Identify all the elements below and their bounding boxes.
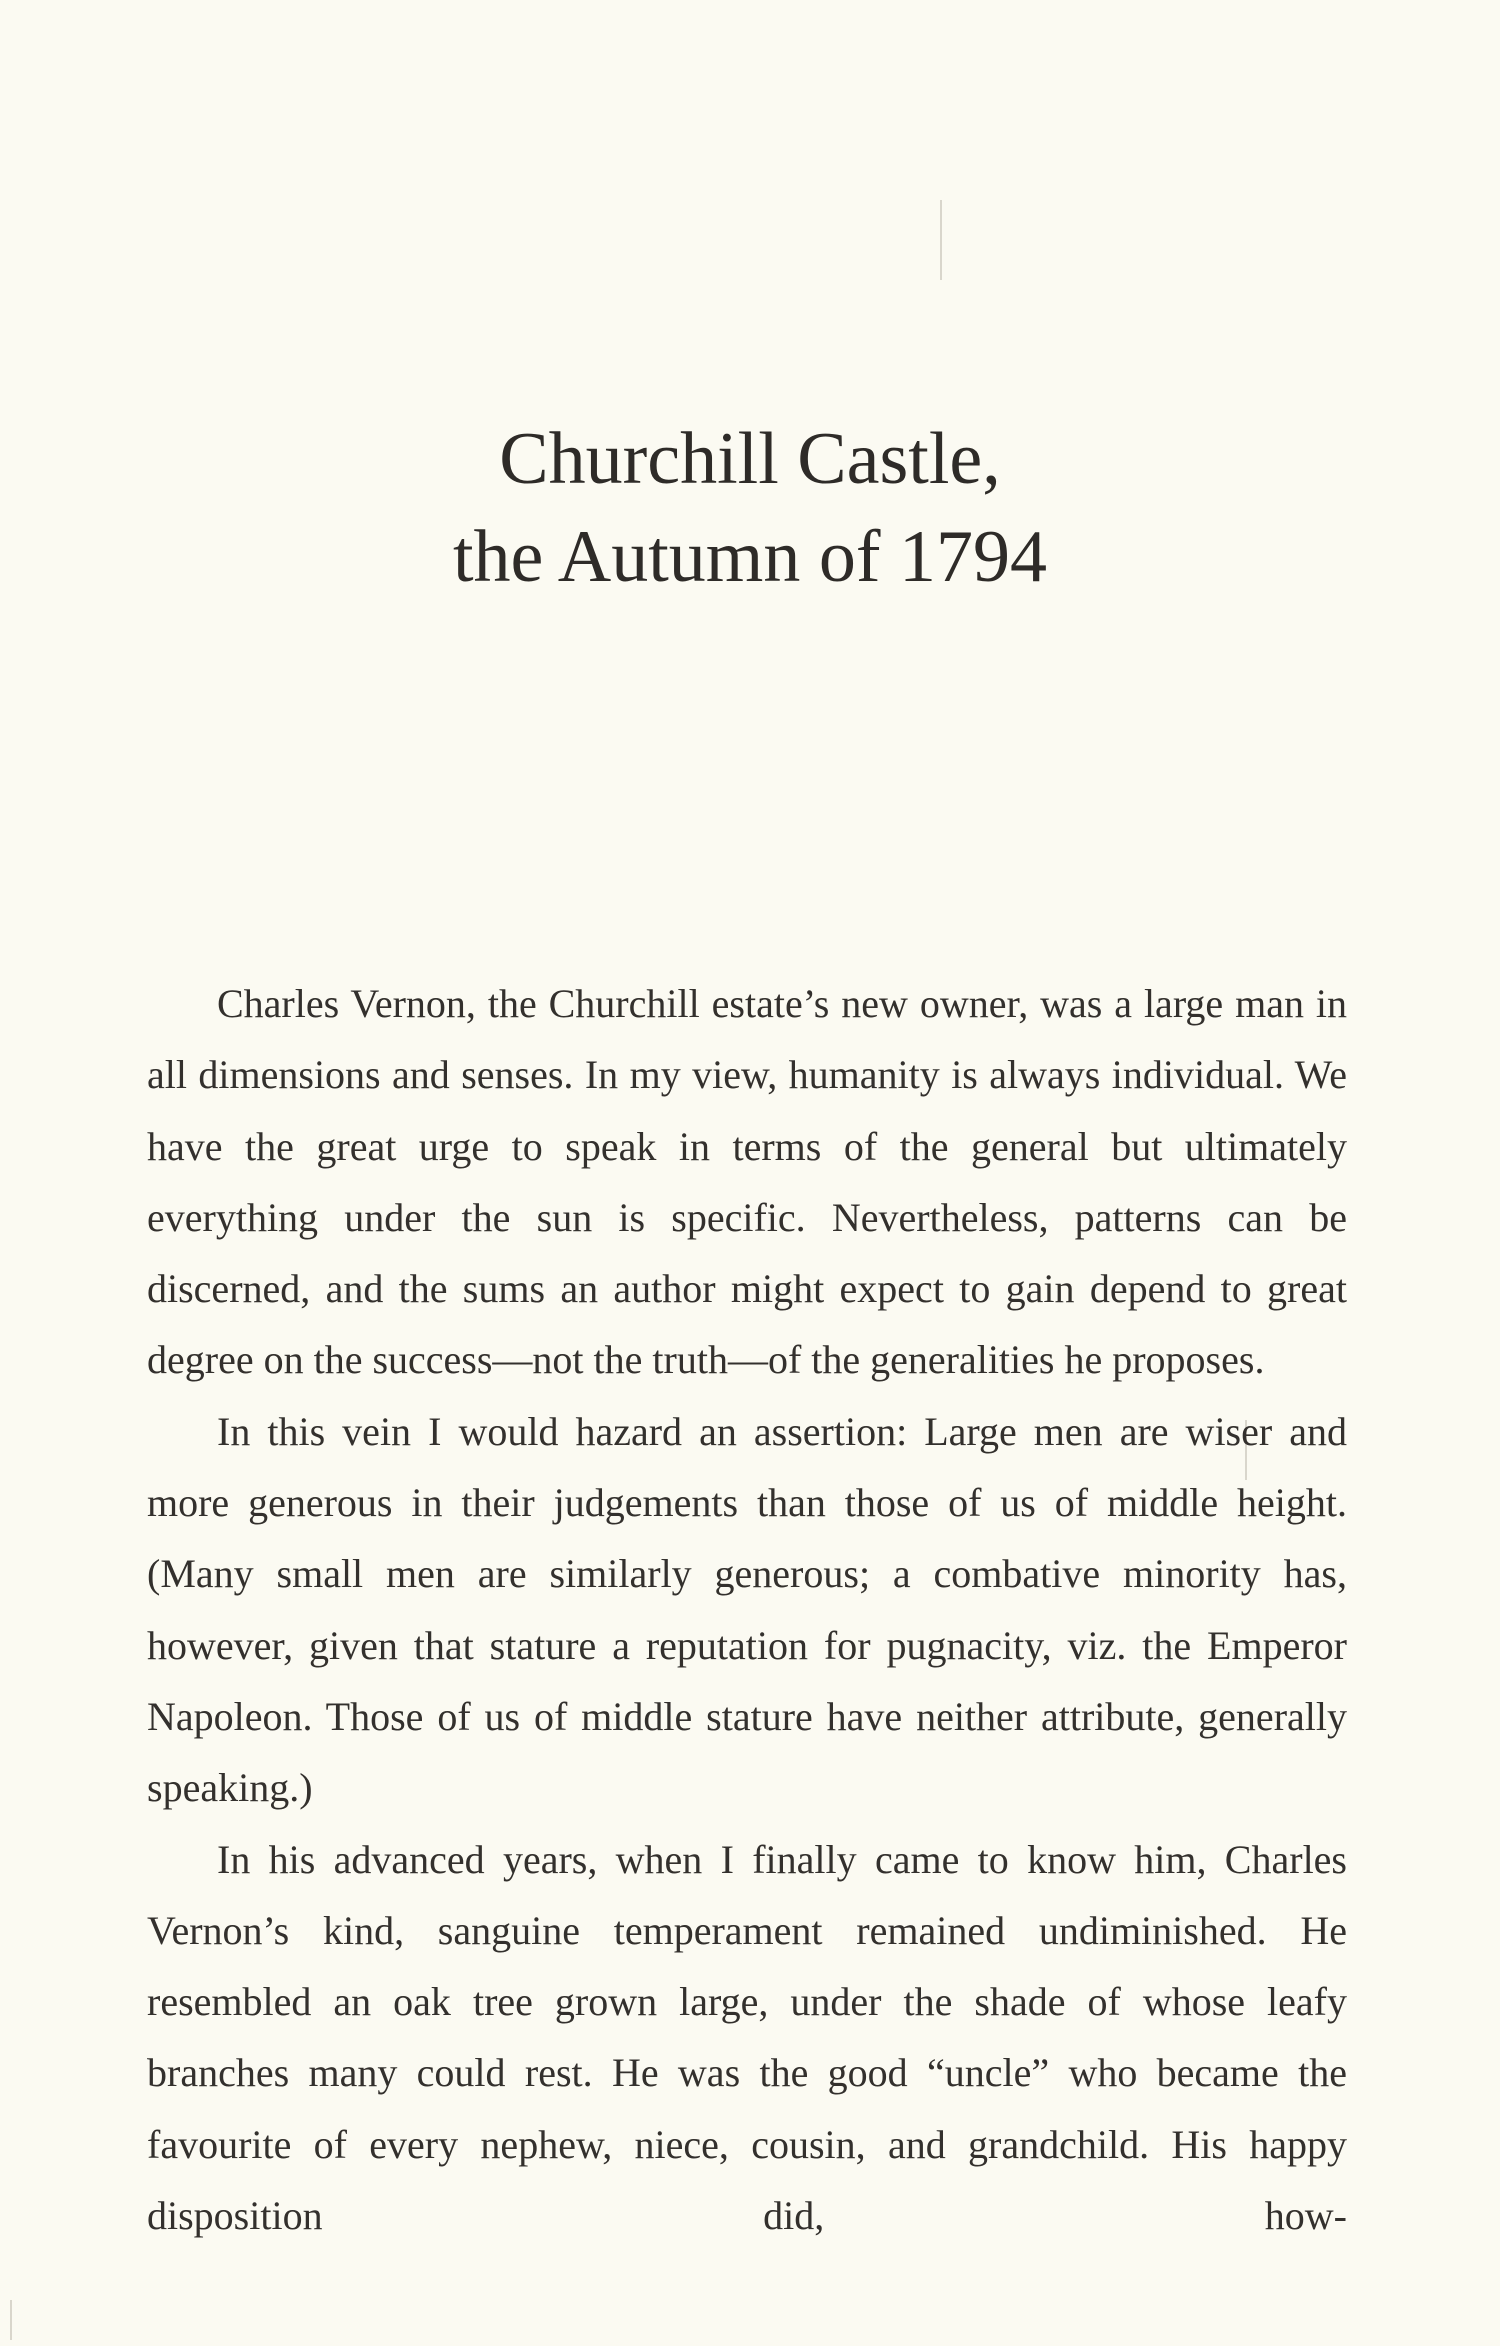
paragraph-2: In this vein I would hazard an assertion: Large men are wiser and more generous in their judgements than those of us of middle height. (Many small men are similarly generous; a combative minority has, however, given that stature a reputation for pugnacity, viz. the Emperor Napoleon. Those of us of middle stature have neither attribute, generally speaking.): [147, 1408, 1347, 1811]
chapter-title-line-2: the Autumn of 1794: [452, 516, 1048, 598]
chapter-title-line-1: Churchill Castle,: [499, 418, 1001, 500]
chapter-title: [0, 410, 1500, 606]
paragraph-1: Charles Vernon, the Churchill estate’s new owner, was a large man in all dimensions and senses. In my view, humanity is always individual. We have the great urge to speak in terms of the general but ultimately everything under the sun is specific. Nevertheless, patterns can be discerned, and the sums an author might expect to gain depend to great degree on the success—not the truth—of the generalities he proposes.: [147, 981, 1347, 1383]
paragraph-3: In his advanced years, when I finally came to know him, Charles Vernon’s kind, sanguine temperament remained undiminished. He resembled an oak tree grown large, under the shade of whose leafy branches many could rest. He was the good “uncle” who became the favourite of every nephew, niece, cousin, and grandchild. His happy disposition did, how-: [147, 1836, 1347, 2239]
scan-artifact: [940, 200, 942, 280]
scan-artifact: [10, 2300, 12, 2340]
body-text: [147, 968, 1347, 2251]
